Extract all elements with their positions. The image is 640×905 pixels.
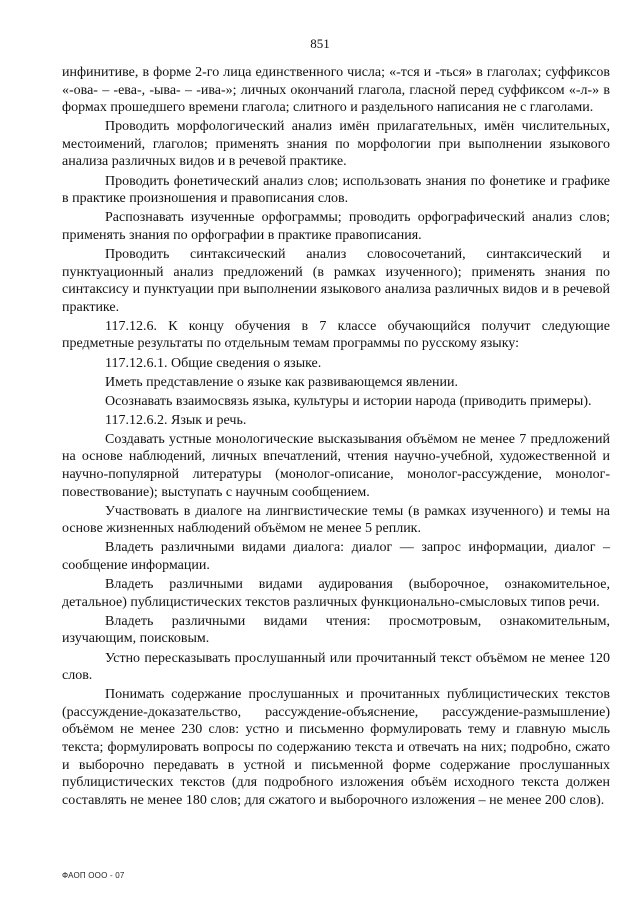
paragraph: Владеть различными видами чтения: просмотровым, ознакомительным, изучающим, поисковым. [62,613,610,647]
paragraph: 117.12.6.1. Общие сведения о языке. [105,355,322,371]
paragraph: Иметь представление о языке как развивающемся явлении. [105,374,459,390]
paragraph: Устно пересказывать прослушанный или прочитанный текст объёмом не менее 120 слов. [62,650,610,684]
paragraph: Проводить морфологический анализ имён прилагательных, имён числительных, местоимений, глаголов; применять знания по морфологии при выполнении языкового анализа различных видов и в речевой практике. [62,119,610,170]
paragraph: Осознавать взаимосвязь языка, культуры и истории народа (приводить примеры). [105,393,592,409]
paragraph: Проводить синтаксический анализ словосочетаний, синтаксический и пунктуационный анализ предложений (в рамках изученного); применять знания по синтаксису и пунктуации при выполнении языкового анализа различных видов и в речевой практике. [62,246,610,315]
paragraph: Владеть различными видами диалога: диалог — запрос информации, диалог – сообщение информации. [62,540,610,574]
paragraph: 117.12.6.2. Язык и речь. [105,412,247,428]
paragraph: Распознавать изученные орфограммы; проводить орфографический анализ слов; применять знания по орфографии в практике правописания. [62,210,610,243]
paragraph: Создавать устные монологические высказывания объёмом не менее 7 предложений на основе наблюдений, личных впечатлений, чтения научно-учебной, художественной и научно-популярной литературы (монолог-описание, монолог-рассуждение, монолог-повествование); выступать с научным сообщением. [62,431,610,500]
paragraph: Понимать содержание прослушанных и прочитанных публицистических текстов (рассуждение-доказательство, рассуждение-объяснение, рассуждение-размышление) объёмом не менее 230 слов: устно и письменно формулировать тему и главную мысль текста; формулировать вопросы по содержанию текста и отвечать на них; подробно, сжато и выборочно передавать в устной и письменной форме содержание прослушанных публицистических текстов (для подробного изложения объём исходного текста должен составлять не менее 180 слов; для сжатого и выборочного изложения – не менее 200 слов). [62,687,610,808]
paragraph: инфинитиве, в форме 2-го лица единственного числа; «-тся и -ться» в глаголах; суффиксов «-ова- – -ева-, -ыва- – -ива-»; личных окончаний глагола, гласной перед суффиксом «-л-» в формах прошедшего времени глагола; слитного и раздельного написания не с глаголами. [62,65,610,116]
paragraph: 117.12.6. К концу обучения в 7 классе обучающийся получит следующие предметные результаты по отдельным темам программы по русскому языку: [62,318,610,352]
document-body [62,64,610,809]
paragraph: Владеть различными видами аудирования (выборочное, ознакомительное, детальное) публицистических текстов различных функционально-смысловых типов речи. [62,577,610,610]
paragraph: Участвовать в диалоге на лингвистические темы (в рамках изученного) и темы на основе жизненных наблюдений объёмом не менее 5 реплик. [62,503,610,537]
page-footer: ФАОП ООО - 07 [62,871,125,880]
paragraph: Проводить фонетический анализ слов; использовать знания по фонетике и графике в практике произношения и правописания слов. [62,173,610,207]
page-number: 851 [310,36,330,51]
